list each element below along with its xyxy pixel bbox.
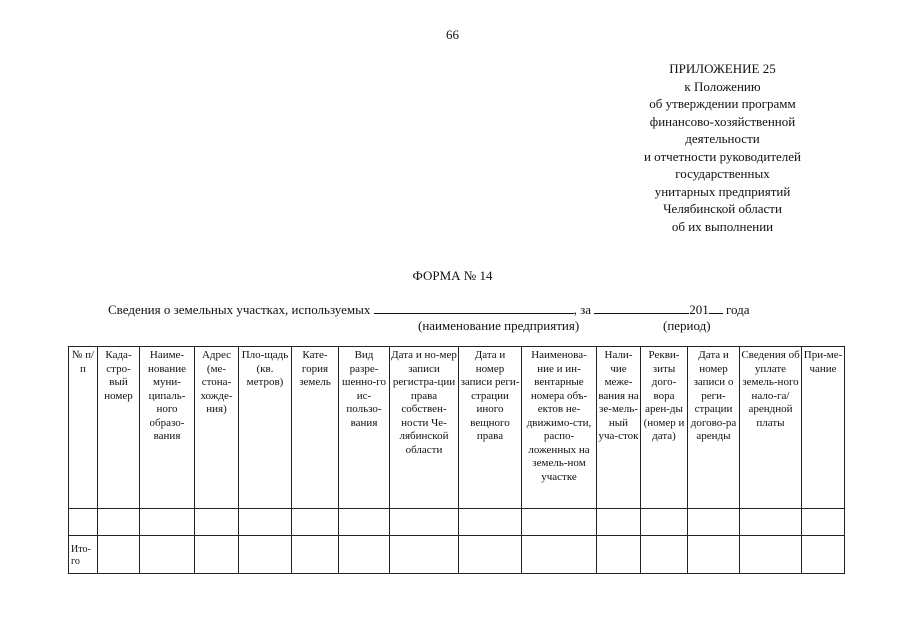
- table-cell: [641, 509, 688, 536]
- column-header: № п/п: [69, 347, 98, 509]
- appendix-header: [600, 60, 845, 235]
- table-row: [69, 509, 845, 536]
- info-suffix: года: [726, 302, 750, 317]
- column-header: Дата и но-мер записи регистра-ции права собствен-ности Че-лябинской области: [390, 347, 459, 509]
- info-prefix: Сведения о земельных участках, используемых: [108, 302, 371, 317]
- column-header: Кате-гория земель: [292, 347, 339, 509]
- column-header: Вид разре-шенно-го ис-пользо-вания: [339, 347, 390, 509]
- table-cell: [459, 536, 522, 574]
- table-cell: [140, 509, 195, 536]
- land-plots-table: [68, 346, 845, 574]
- table-cell: [140, 536, 195, 574]
- column-header: Рекви-зиты дого-вора арен-ды (номер и дата): [641, 347, 688, 509]
- table-cell: [339, 509, 390, 536]
- column-header: Наименова-ние и ин-вентарные номера объ-ектов не-движимо-сти, распо-ложенных на земель-ном участке: [522, 347, 597, 509]
- enterprise-name-caption: (наименование предприятия): [418, 318, 580, 333]
- table-cell: [522, 509, 597, 536]
- table-header-row: [69, 347, 845, 509]
- total-row: [69, 536, 845, 574]
- table-cell: [802, 509, 845, 536]
- table-cell: [688, 536, 740, 574]
- column-header: Пло-щадь (кв. метров): [239, 347, 292, 509]
- table-cell: [390, 509, 459, 536]
- table-cell: [802, 536, 845, 574]
- column-header: Наиме-нование муни-ципаль-ного образо-вания: [140, 347, 195, 509]
- info-mid: , за: [573, 302, 592, 317]
- table-cell: [98, 509, 140, 536]
- table-cell: [390, 536, 459, 574]
- appendix-line: государственных: [675, 166, 770, 181]
- column-header: При-ме-чание: [802, 347, 845, 509]
- table-cell: [597, 536, 641, 574]
- column-header: Сведения об уплате земель-ного нало-га/арендной платы: [740, 347, 802, 509]
- form-title: ФОРМА № 14: [412, 268, 493, 283]
- appendix-line: и отчетности руководителей: [643, 148, 802, 164]
- table-cell: [98, 536, 140, 574]
- table-cell: [292, 536, 339, 574]
- column-header: Дата и номер записи о реги-страции догово-ра аренды: [688, 347, 740, 509]
- table-cell: [239, 509, 292, 536]
- table-cell: [688, 509, 740, 536]
- column-header: Када-стро-вый номер: [98, 347, 140, 509]
- table-cell: [597, 509, 641, 536]
- table-cell: [292, 509, 339, 536]
- year-blank: [709, 300, 723, 314]
- enterprise-name-blank: [374, 300, 574, 314]
- column-header: Адрес (ме-стона-хожде-ния): [195, 347, 239, 509]
- table-cell: [641, 536, 688, 574]
- info-line: [108, 300, 750, 318]
- column-header: Нали-чие меже-вания на зе-мель-ный уча-сток: [597, 347, 641, 509]
- appendix-line: унитарных предприятий: [654, 183, 791, 199]
- appendix-line: деятельности: [685, 131, 760, 146]
- appendix-line: об утверждении программ: [649, 96, 796, 111]
- period-blank: [594, 300, 689, 314]
- table-cell: [339, 536, 390, 574]
- appendix-line: ПРИЛОЖЕНИЕ 25: [669, 61, 776, 76]
- year-prefix: 201: [689, 302, 709, 317]
- appendix-line: к Положению: [684, 78, 761, 94]
- total-label: Ито-го: [69, 536, 98, 574]
- page-number: 66: [446, 27, 459, 42]
- table-cell: [195, 536, 239, 574]
- table-cell: [522, 536, 597, 574]
- table-cell: [69, 509, 98, 536]
- table-cell: [239, 536, 292, 574]
- appendix-line: об их выполнении: [671, 218, 774, 234]
- appendix-line: Челябинской области: [663, 201, 782, 216]
- table-cell: [459, 509, 522, 536]
- table-cell: [740, 509, 802, 536]
- appendix-line: финансово-хозяйственной: [649, 113, 796, 129]
- period-caption: (период): [663, 318, 711, 333]
- table-cell: [740, 536, 802, 574]
- column-header: Дата и номер записи реги-страции иного вещного права: [459, 347, 522, 509]
- table-cell: [195, 509, 239, 536]
